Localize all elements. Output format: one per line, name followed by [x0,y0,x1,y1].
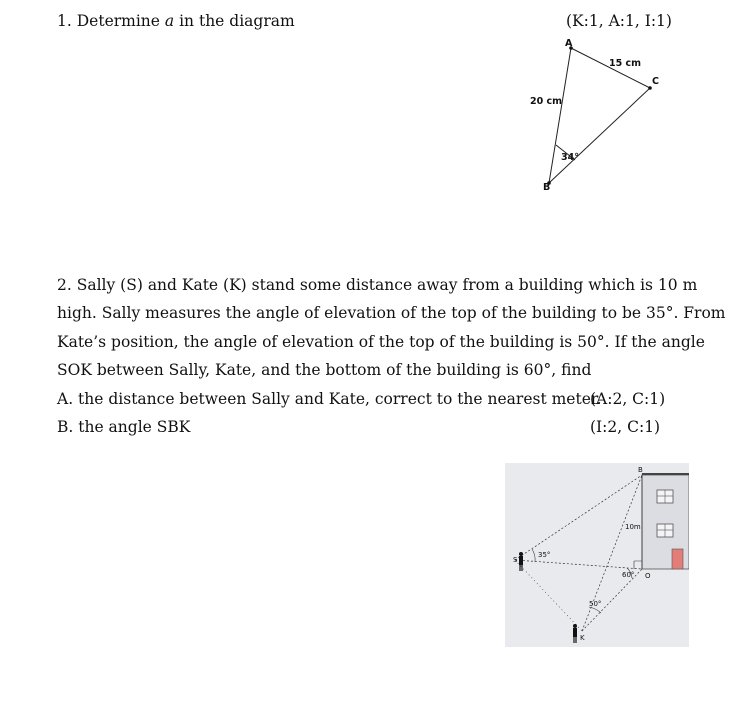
question-2-line-1: 2. Sally (S) and Kate (K) stand some distance away from a building which is 10 m [57,276,698,294]
building-diagram [505,463,689,647]
sally-label: S [513,556,518,564]
top-b-label: B [638,466,643,474]
door-icon [672,549,683,569]
question-1-number: 1. [57,12,72,30]
question-2-part-a: A. the distance between Sally and Kate, correct to the nearest meter. [57,390,602,408]
question-2-part-a-marks: (A:2, C:1) [590,390,666,408]
question-2-part-b: B. the angle SBK [57,418,191,436]
question-1-variable: a [164,12,175,30]
side-bc [549,88,650,183]
angle-o-label: 60° [622,571,635,579]
base-o-label: O [645,572,651,580]
kate-label: K [580,634,585,642]
vertex-b-label: B [543,182,551,193]
angle-b-label: 34° [561,152,579,163]
angle-sally-label: 35° [538,551,551,559]
question-2-line-4: SOK between Sally, Kate, and the bottom of the building is 60°, find [57,361,592,379]
question-1-prefix: Determine [76,12,160,30]
angle-kate-label: 50° [589,600,602,608]
side-ab-label: 20 cm [530,96,563,107]
question-1-suffix: in the diagram [179,12,295,30]
vertex-c-label: C [652,76,659,87]
side-ac-label: 15 cm [609,58,642,69]
question-2-line-2: high. Sally measures the angle of elevation of the top of the building to be 35°. From [57,304,726,322]
question-2-line-3: Kate’s position, the angle of elevation of the top of the building is 50°. If the angle [57,333,705,351]
height-label: 10m [625,523,641,531]
question-2-part-b-marks: (I:2, C:1) [590,418,661,436]
vertex-a-label: A [565,38,573,49]
question-1-marks: (K:1, A:1, I:1) [566,12,672,30]
